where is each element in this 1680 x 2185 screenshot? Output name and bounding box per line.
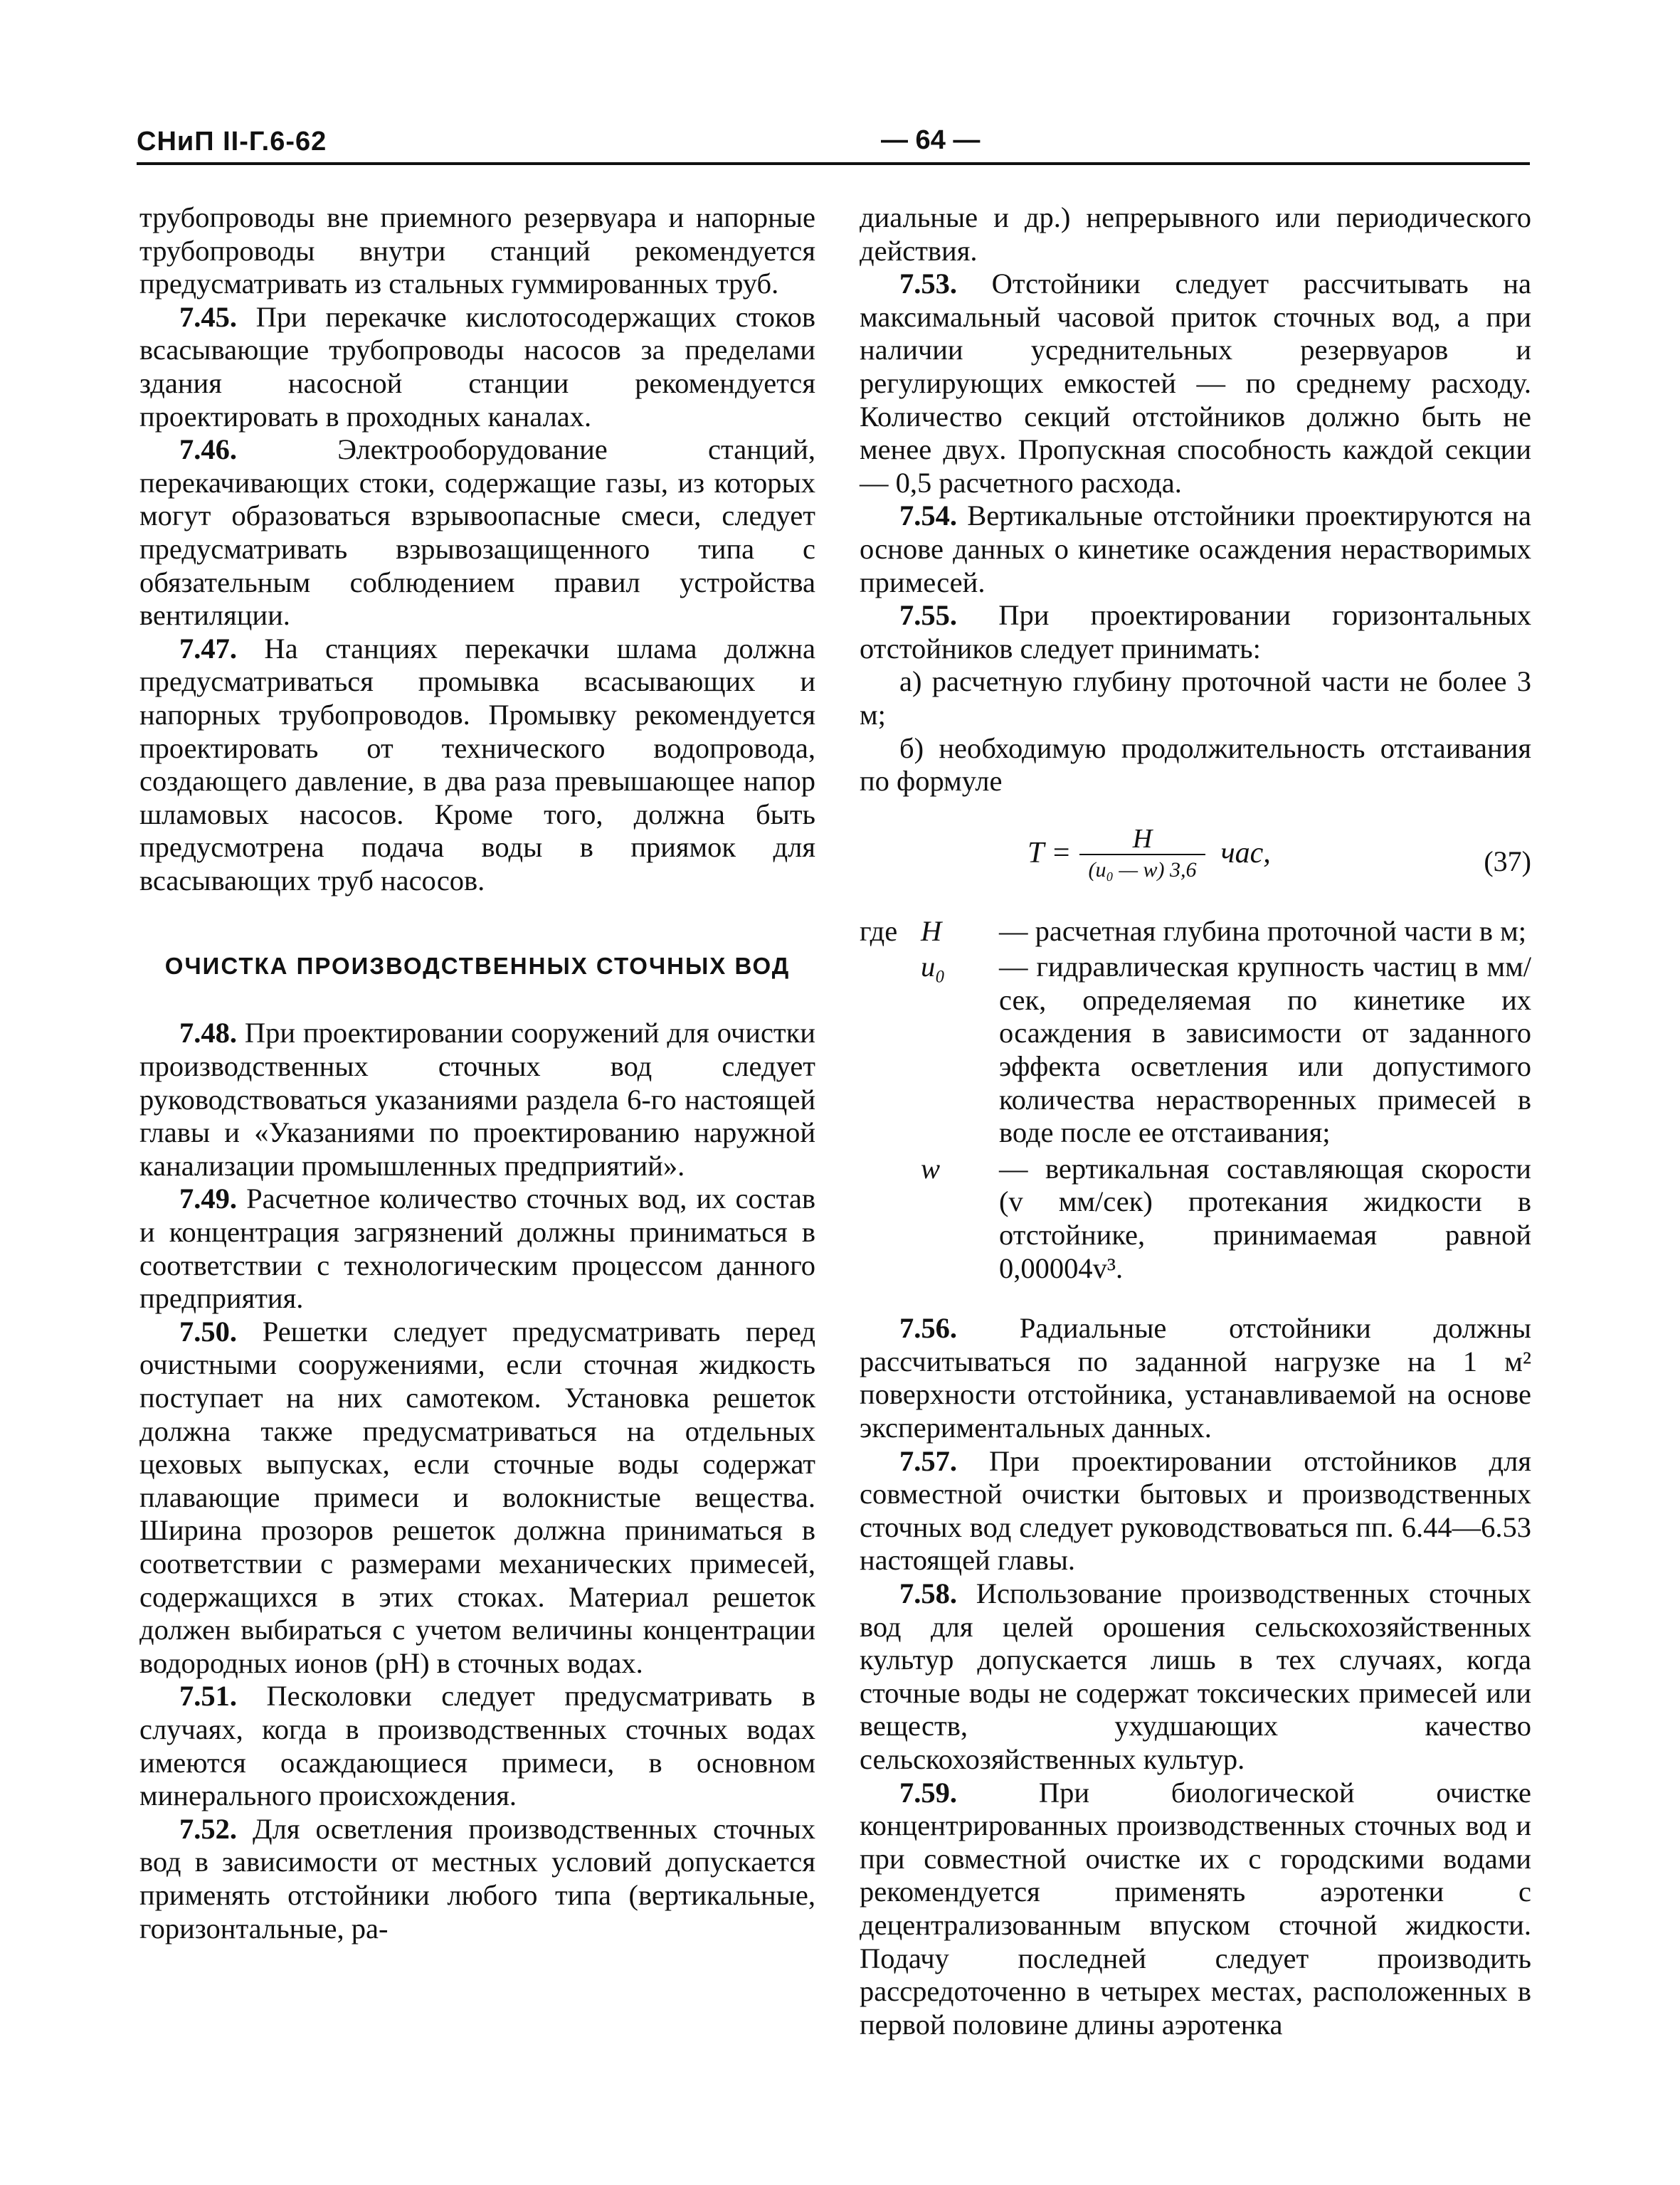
paragraph-7-52	[139, 1813, 815, 1945]
paragraph-7-53	[860, 268, 1531, 499]
list-item-a: а) расчетную глубину проточной части не более 3 м;	[860, 665, 1531, 731]
clause-text: При перекачке кислотосодержащих стоков всасывающие трубопроводы насосов за пределами здания насосной станции рекомендуется проектировать в проходных каналах.	[139, 300, 815, 433]
paragraph-7-59	[860, 1777, 1531, 2042]
paragraph-7-58	[860, 1577, 1531, 1777]
clause-number: 7.52.	[179, 1812, 237, 1845]
clause-text: На станциях перекачки шлама должна предусматриваться промывка всасывающих и напорных трубопроводов. Промывку рекомендуется проектировать от технического водопровода, создающего давление, в два раза превышающее напор шламовых насосов. Кроме того, должна быть предусмотрена подача воды в приямок для всасывающих труб насосов.	[139, 632, 815, 896]
clause-text: Вертикальные отстойники проектируются на основе данных о кинетике осаждения нерастворимых примесей.	[860, 499, 1531, 598]
clause-number: 7.45.	[179, 300, 237, 333]
clause-text: Использование производственных сточных вод для целей орошения сельскохозяйственных культур допускается лишь в тех случаях, когда сточные воды не содержат токсических примесей или веществ, ухудшающих качество сельскохозяйственных культур.	[860, 1577, 1531, 1775]
clause-number: 7.57.	[899, 1444, 957, 1477]
clause-text: При биологической очистке концентрированных производственных сточных вод и при совместной очистке их с городскими водами рекомендуется применять аэротенки с децентрализованным впуском сточной жидкости. Подачу последней следует производить рассредоточенно в четырех местах, расположенных в первой половине длины аэротенка	[860, 1776, 1531, 2041]
clause-text: Расчетное количество сточных вод, их состав и концентрация загрязнений должны приниматься в соответствии с технологическим процессом данного предприятия.	[139, 1183, 815, 1315]
clause-number: 7.59.	[899, 1776, 957, 1809]
clause-text: При проектировании отстойников для совместной очистки бытовых и производственных сточных вод следует руководствоваться пп. 6.44—6.53 настоящей главы.	[860, 1444, 1531, 1577]
clause-text: Для осветления производственных сточных вод в зависимости от местных условий допускается применять отстойники любого типа (вертикальные, горизонтальные, ра-	[139, 1812, 815, 1945]
formula-expression	[1027, 824, 1271, 884]
page-header	[137, 120, 1530, 165]
paragraph-7-48	[139, 1017, 815, 1183]
clause-number: 7.55.	[899, 599, 957, 632]
clause-number: 7.46.	[179, 433, 237, 466]
formula-denominator: (u₀ — w) 3,6	[1079, 854, 1205, 884]
paragraph-7-49	[139, 1183, 815, 1315]
paragraph-7-47	[139, 633, 815, 898]
definition-text: — гидравлическая крупность частиц в мм/сек, определяемая по кинетике их осаждения в зависимости от заданного эффекта осветления или допустимого количества нерастворенных примесей в воде после ее отстаивания;	[999, 951, 1531, 1149]
clause-text: При проектировании горизонтальных отстойников следует принимать:	[860, 599, 1531, 665]
paragraph-7-45	[139, 301, 815, 433]
paragraph-7-56	[860, 1312, 1531, 1444]
clause-text: Решетки следует предусматривать перед очистными сооружениями, если сточная жидкость поступает на них самотеком. Установка решеток должна также предусматриваться на отдельных цеховых выпусках, если сточные воды содержат плавающие примеси и волокнистые вещества. Ширина прозоров решеток должна приниматься в соответствии с размерами механических примесей, содержащихся в этих стоках. Материал решеток должен выбираться с учетом величины концентрации водородных ионов (pH) в сточных водах.	[139, 1315, 815, 1679]
paragraph-7-50	[139, 1316, 815, 1681]
clause-text: Электрооборудование станций, перекачивающих стоки, содержащие газы, из которых могут образоваться взрывоопасные смеси, следует предусматривать взрывозащищенного типа с обязательным соблюдением правил устройства вентиляции.	[139, 433, 815, 632]
clause-number: 7.48.	[179, 1017, 237, 1049]
paragraph-continuation: диальные и др.) непрерывного или периодического действия.	[860, 201, 1531, 267]
paragraph-7-54	[860, 499, 1531, 599]
formula-fraction	[1079, 824, 1205, 884]
symbol-H: H	[921, 914, 942, 947]
definition-text: — расчетная глубина проточной части в м;	[999, 914, 1527, 947]
formula-37	[860, 820, 1531, 894]
symbol-u0: u₀	[921, 951, 946, 983]
clause-number: 7.50.	[179, 1315, 237, 1348]
clause-text: Песколовки следует предусматривать в случаях, когда в производственных сточных водах имеются осаждающиеся примеси, в основном минерального происхождения.	[139, 1680, 815, 1812]
paragraph-7-51	[139, 1680, 815, 1812]
definition-w	[860, 1153, 1531, 1285]
definition-u0	[860, 951, 1531, 1150]
clause-number: 7.58.	[899, 1577, 957, 1609]
left-column	[139, 201, 815, 1945]
equation-number: (37)	[1484, 845, 1531, 877]
where-label: где	[860, 914, 898, 947]
right-column	[860, 201, 1531, 2041]
formula-unit: час,	[1220, 837, 1271, 870]
paragraph-7-57	[860, 1445, 1531, 1577]
paragraph-7-46	[139, 433, 815, 633]
paragraph-continuation: трубопроводы вне приемного резервуара и напорные трубопроводы внутри станций рекомендуется предусматривать из стальных гуммированных труб.	[139, 201, 815, 300]
clause-number: 7.51.	[179, 1680, 237, 1713]
clause-text: При проектировании сооружений для очистки производственных сточных вод следует руководствоваться указаниями раздела 6-го настоящей главы и «Указаниями по проектированию наружной канализации промышленных предприятий».	[139, 1017, 815, 1182]
formula-numerator: H	[1132, 823, 1153, 854]
formula-definitions	[860, 915, 1531, 1286]
formula-lhs: T =	[1027, 837, 1072, 870]
list-item-b: б) необходимую продолжительность отстаивания по формуле	[860, 731, 1531, 798]
clause-text: Радиальные отстойники должны рассчитываться по заданной нагрузке на 1 м² поверхности отстойника, устанавливаемой на основе экспериментальных данных.	[860, 1312, 1531, 1444]
clause-text: Отстойники следует рассчитывать на максимальный часовой приток сточных вод, а при наличии усреднительных резервуаров и регулирующих емкостей — по среднему расходу. Количество секций отстойников должно быть не менее двух. Пропускная способность каждой секции — 0,5 расчетного расхода.	[860, 268, 1531, 499]
page-number: — 64 —	[881, 125, 981, 155]
clause-number: 7.53.	[899, 268, 957, 300]
clause-number: 7.49.	[179, 1183, 237, 1215]
clause-number: 7.54.	[899, 499, 957, 532]
clause-number: 7.47.	[179, 632, 237, 665]
paragraph-7-55	[860, 599, 1531, 665]
definition-text: — вертикальная составляющая скорости (v мм/сек) протекания жидкости в отстойнике, принимаемая равной 0,00004v³.	[999, 1152, 1531, 1284]
section-heading: ОЧИСТКА ПРОИЗВОДСТВЕННЫХ СТОЧНЫХ ВОД	[164, 953, 791, 980]
document-code: СНиП II-Г.6-62	[137, 127, 327, 157]
clause-number: 7.56.	[899, 1312, 957, 1345]
symbol-w: w	[921, 1152, 941, 1185]
definition-H	[860, 915, 1531, 948]
